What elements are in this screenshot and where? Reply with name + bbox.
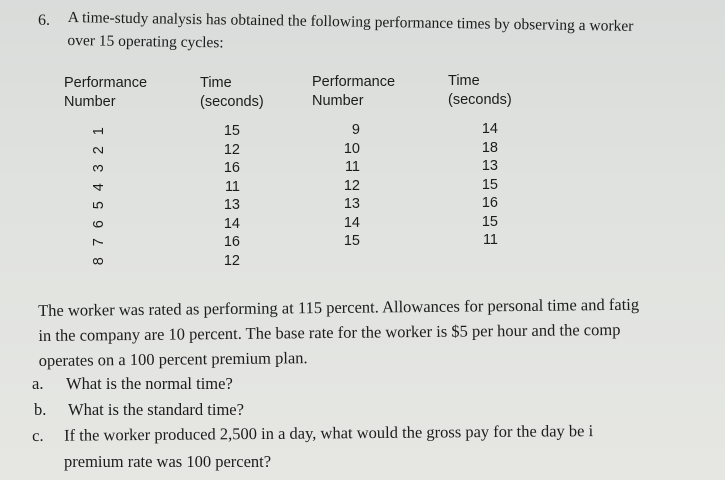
time-cell: 13 (223, 197, 240, 213)
performance-number-cell: 9 (351, 122, 360, 138)
question-text: If the worker produced 2,500 in a day, what would the gross pay for the day be i (63, 421, 594, 445)
time-cell: 18 (481, 139, 498, 156)
question-label: c. (32, 425, 44, 445)
header-text: Performance (312, 74, 396, 90)
header-text: Number (64, 94, 116, 110)
header-text: Number (312, 93, 364, 109)
time-cell: 11 (482, 232, 498, 248)
statement-line-3: operates on a 100 percent premium plan. (38, 348, 308, 370)
performance-number-cell: 5 (90, 201, 107, 210)
performance-number-cell: 13 (343, 196, 360, 212)
intro-line-2: over 15 operating cycles: (67, 31, 224, 52)
header-performance-number-left (64, 74, 147, 112)
problem-statement (38, 291, 725, 373)
performance-number-cell: 12 (343, 177, 360, 194)
time-cell: 16 (223, 234, 240, 250)
header-text: (seconds) (200, 94, 264, 110)
performance-times-table (0, 70, 725, 270)
performance-number-cell: 8 (90, 256, 107, 265)
question-text: premium rate was 100 percent? (64, 452, 272, 471)
time-cell: 11 (224, 178, 240, 195)
time-cell: 12 (223, 141, 240, 158)
intro-line-1: A time-study analysis has obtained the following performance times by observing a worker (67, 8, 634, 35)
performance-number-cell: 10 (343, 140, 360, 157)
statement-line-2: in the company are 10 percent. The base rate for the worker is $5 per hour and the comp (38, 319, 621, 345)
question-label: a. (32, 374, 44, 393)
header-time-right (448, 72, 512, 110)
column-left-performance-numbers (88, 122, 108, 270)
column-right-times (474, 120, 498, 250)
time-cell: 14 (223, 215, 240, 232)
question-label: b. (34, 400, 47, 419)
time-cell: 15 (481, 213, 498, 230)
time-cell: 13 (481, 158, 498, 174)
question-text: What is the standard time? (68, 400, 244, 419)
performance-number-cell: 2 (90, 145, 107, 154)
column-left-times (216, 122, 240, 270)
time-cell: 16 (223, 160, 240, 176)
column-right-performance-numbers (334, 121, 360, 251)
header-text: Time (448, 73, 480, 89)
question-text: What is the normal time? (66, 374, 233, 393)
performance-number-cell: 14 (343, 214, 360, 231)
performance-number-cell: 11 (344, 159, 360, 175)
time-cell: 14 (481, 121, 498, 137)
statement-line-1: The worker was rated as performing at 115 percent. Allowances for personal time and fatig (38, 294, 640, 320)
time-cell: 15 (223, 123, 240, 139)
header-time-left (200, 74, 264, 112)
header-text: Time (200, 75, 232, 91)
performance-number-cell: 1 (90, 127, 107, 136)
header-text: Performance (64, 75, 148, 91)
performance-number-cell: 4 (90, 182, 107, 191)
performance-number-cell: 15 (343, 233, 360, 249)
problem-intro (67, 6, 718, 62)
header-text: (seconds) (448, 92, 512, 108)
performance-number-cell: 7 (90, 238, 107, 247)
time-cell: 15 (481, 176, 498, 193)
time-cell: 12 (223, 252, 240, 269)
problem-number: 6. (38, 12, 50, 29)
time-cell: 16 (481, 195, 498, 211)
performance-number-cell: 3 (90, 164, 107, 173)
header-performance-number-right (312, 73, 395, 111)
performance-number-cell: 6 (90, 219, 107, 228)
